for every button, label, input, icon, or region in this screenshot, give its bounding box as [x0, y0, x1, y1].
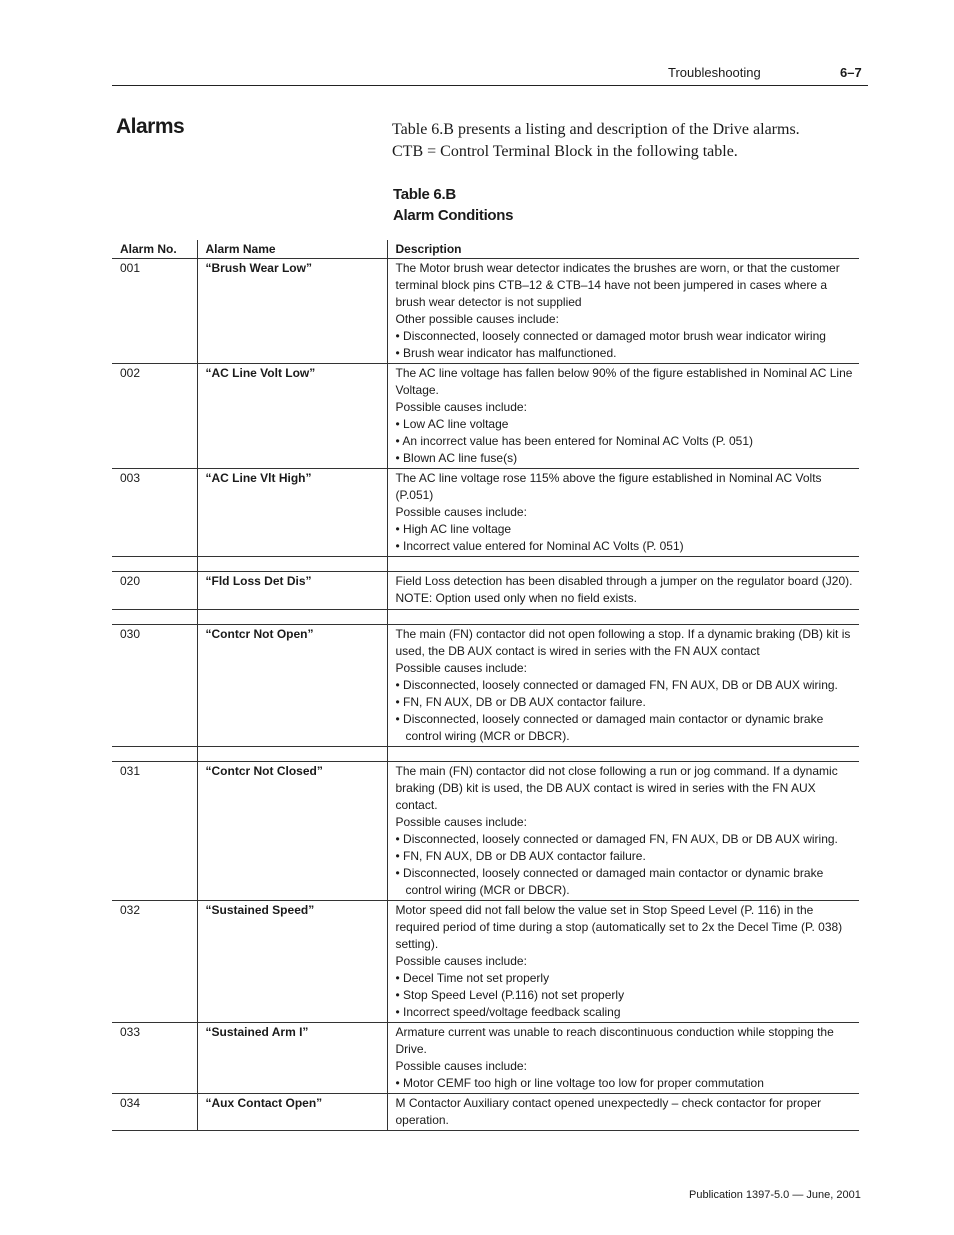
description-text: Motor speed did not fall below the value set in Stop Speed Level (P. 116) in the required period of time during a stop (automatically set to 2x the Decel Time (P. 038) setting).: [395, 903, 843, 951]
spacer-row: [112, 610, 859, 625]
description-bullet: • Incorrect speed/voltage feedback scaling: [395, 1005, 621, 1019]
description-bullet: • Disconnected, loosely connected or damaged motor brush wear indicator wiring: [395, 329, 826, 343]
intro-line: CTB = Control Terminal Block in the following table.: [392, 142, 738, 160]
spacer-cell: [387, 747, 859, 762]
alarm-description: [387, 259, 859, 364]
alarm-name: “Contcr Not Open”: [197, 625, 387, 747]
description-text: The main (FN) contactor did not close following a run or jog command. If a dynamic braking (DB) kit is used, the DB AUX contact is wired in series with the FN AUX contact.: [395, 764, 838, 812]
alarm-description: [387, 901, 859, 1023]
alarm-number: 032: [112, 901, 197, 1023]
running-header-section: Troubleshooting: [668, 65, 761, 80]
alarm-description: [387, 762, 859, 901]
description-bullet: • High AC line voltage: [395, 522, 512, 536]
description-text: M Contactor Auxiliary contact opened unexpectedly – check contactor for proper operation.: [395, 1096, 822, 1127]
page-number: 6–7: [840, 65, 862, 80]
alarm-name: “AC Line Volt Low”: [197, 364, 387, 469]
column-header-alarm-no: Alarm No.: [112, 240, 197, 259]
alarm-row: [112, 1094, 859, 1131]
alarm-number: 033: [112, 1023, 197, 1094]
alarm-name: “Sustained Speed”: [197, 901, 387, 1023]
alarm-description: [387, 1094, 859, 1131]
description-text: The Motor brush wear detector indicates the brushes are worn, or that the customer terminal block pins CTB–12 & CTB–14 have not been jumpered in cases where a brush wear detector is not supplied: [395, 261, 840, 309]
alarm-description: [387, 364, 859, 469]
description-bullet: • Low AC line voltage: [395, 417, 509, 431]
table-caption-title: Alarm Conditions: [393, 207, 514, 224]
spacer-row: [112, 747, 859, 762]
alarm-row: [112, 625, 859, 747]
publication-footer: Publication 1397-5.0 — June, 2001: [689, 1189, 861, 1201]
intro-line: Table 6.B presents a listing and description of the Drive alarms.: [392, 121, 800, 138]
alarm-name: “Aux Contact Open”: [197, 1094, 387, 1131]
description-bullet: • Disconnected, loosely connected or damaged FN, FN AUX, DB or DB AUX wiring.: [395, 832, 838, 846]
alarm-number: 020: [112, 572, 197, 610]
alarm-number: 031: [112, 762, 197, 901]
description-text: Armature current was unable to reach discontinuous conduction while stopping the Drive.: [395, 1025, 834, 1056]
alarm-row: [112, 259, 859, 364]
spacer-cell: [387, 610, 859, 625]
description-bullet: • FN, FN AUX, DB or DB AUX contactor failure.: [395, 695, 646, 709]
spacer-cell: [197, 747, 387, 762]
alarm-row: [112, 1023, 859, 1094]
description-text: NOTE: Option used only when no field exists.: [395, 591, 637, 605]
alarm-name: “Fld Loss Det Dis”: [197, 572, 387, 610]
alarm-rows: [112, 259, 859, 1131]
alarm-description: [387, 572, 859, 610]
section-title: Alarms: [116, 115, 185, 138]
alarm-row: [112, 762, 859, 901]
alarm-number: 002: [112, 364, 197, 469]
alarm-number: 001: [112, 259, 197, 364]
description-bullet: • Motor CEMF too high or line voltage too low for proper commutation: [395, 1076, 764, 1090]
alarm-name: “Contcr Not Closed”: [197, 762, 387, 901]
column-header-alarm-name: Alarm Name: [197, 240, 387, 259]
table-caption: [393, 184, 513, 226]
description-text: Possible causes include:: [395, 661, 527, 675]
description-bullet: • Disconnected, loosely connected or damaged FN, FN AUX, DB or DB AUX wiring.: [395, 678, 838, 692]
spacer-cell: [112, 557, 197, 572]
alarm-row: [112, 572, 859, 610]
spacer-row: [112, 557, 859, 572]
alarm-description: [387, 625, 859, 747]
alarm-row: [112, 469, 859, 557]
table-caption-label: Table 6.B: [393, 186, 456, 203]
alarm-name: “Sustained Arm I”: [197, 1023, 387, 1094]
alarm-name: “Brush Wear Low”: [197, 259, 387, 364]
spacer-cell: [112, 747, 197, 762]
description-text: The AC line voltage has fallen below 90% of the figure established in Nominal AC Line Voltage.: [395, 366, 853, 397]
column-header-description: Description: [387, 240, 859, 259]
description-bullet: • Disconnected, loosely connected or damaged main contactor or dynamic brake control wiring (MCR or DBCR).: [395, 712, 824, 743]
description-bullet: • FN, FN AUX, DB or DB AUX contactor failure.: [395, 849, 646, 863]
alarm-description: [387, 1023, 859, 1094]
description-text: Possible causes include:: [395, 815, 527, 829]
description-text: Possible causes include:: [395, 505, 527, 519]
description-bullet: • An incorrect value has been entered for Nominal AC Volts (P. 051): [395, 434, 754, 448]
alarm-conditions-table: [112, 240, 859, 1131]
description-bullet: • Incorrect value entered for Nominal AC Volts (P. 051): [395, 539, 684, 553]
spacer-cell: [197, 610, 387, 625]
alarm-number: 030: [112, 625, 197, 747]
description-bullet: • Brush wear indicator has malfunctioned.: [395, 346, 617, 360]
description-bullet: • Decel Time not set properly: [395, 971, 550, 985]
description-text: Possible causes include:: [395, 400, 527, 414]
description-bullet: • Blown AC line fuse(s): [395, 451, 518, 465]
spacer-cell: [387, 557, 859, 572]
description-text: The AC line voltage rose 115% above the figure established in Nominal AC Volts (P.051): [395, 471, 822, 502]
description-text: Other possible causes include:: [395, 312, 559, 326]
spacer-cell: [112, 610, 197, 625]
header-rule: [112, 85, 868, 86]
description-bullet: • Stop Speed Level (P.116) not set properly: [395, 988, 625, 1002]
spacer-cell: [197, 557, 387, 572]
description-bullet: • Disconnected, loosely connected or damaged main contactor or dynamic brake control wiring (MCR or DBCR).: [395, 866, 824, 897]
description-text: Possible causes include:: [395, 1059, 527, 1073]
intro-paragraph: [392, 119, 862, 162]
description-text: Field Loss detection has been disabled through a jumper on the regulator board (J20).: [395, 574, 853, 588]
description-text: The main (FN) contactor did not open following a stop. If a dynamic braking (DB) kit is used, the DB AUX contact is wired in series with the FN AUX contact: [395, 627, 851, 658]
alarm-description: [387, 469, 859, 557]
alarm-row: [112, 364, 859, 469]
alarm-number: 034: [112, 1094, 197, 1131]
alarm-number: 003: [112, 469, 197, 557]
alarm-row: [112, 901, 859, 1023]
table-header-row: [112, 240, 859, 259]
description-text: Possible causes include:: [395, 954, 527, 968]
alarm-name: “AC Line Vlt High”: [197, 469, 387, 557]
